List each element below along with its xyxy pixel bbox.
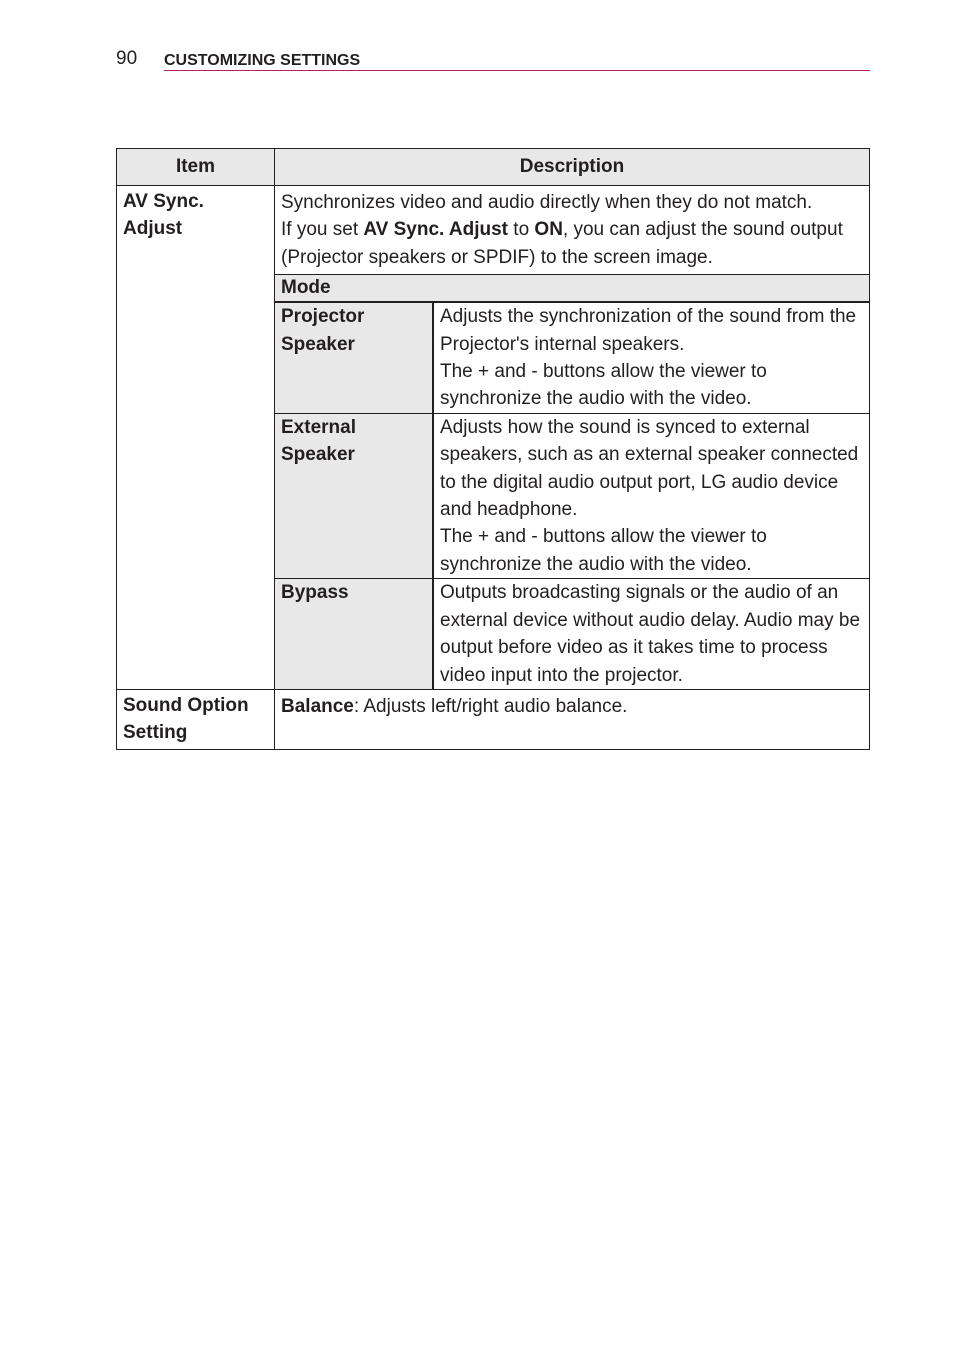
mode-name-line: Speaker xyxy=(281,333,355,355)
mode-description xyxy=(433,302,870,413)
bold-text: ON xyxy=(534,219,563,241)
mode-name-bypass xyxy=(275,579,434,690)
table-row xyxy=(117,186,870,275)
text: If you set xyxy=(281,219,364,241)
item-label-line: AV Sync. xyxy=(123,191,204,212)
mode-name-line: External xyxy=(281,416,356,438)
mode-description-text: Adjusts how the sound is synced to external speakers, such as an external speaker connected to the digital audio output port, LG audio device and headphone. xyxy=(440,416,859,521)
mode-name-line: Bypass xyxy=(281,582,349,604)
description-text: Synchronizes video and audio directly when they do not match. xyxy=(281,192,813,213)
mode-description xyxy=(433,413,870,578)
page-number: 90 xyxy=(116,48,138,69)
text: to xyxy=(508,219,535,241)
mode-name-line: Speaker xyxy=(281,444,355,466)
header-rule xyxy=(164,70,870,71)
item-cell-av-sync xyxy=(117,186,275,690)
table-header-row xyxy=(117,149,870,186)
text: , you can adjust the sound output (Projector speakers or SPDIF) to the screen image. xyxy=(281,219,843,268)
item-label-line: Adjust xyxy=(123,218,183,240)
item-label-line: Setting xyxy=(123,722,188,744)
description-cell xyxy=(275,689,870,749)
table-row xyxy=(117,689,870,749)
bold-text: AV Sync. Adjust xyxy=(363,219,509,241)
item-label-line: Sound Option xyxy=(123,694,249,716)
mode-name-projector-speaker xyxy=(275,302,434,413)
mode-name-external-speaker xyxy=(275,413,434,578)
mode-description-text: Adjusts the synchronization of the sound from the Projector's internal speakers. xyxy=(440,306,857,355)
mode-description xyxy=(433,579,870,690)
section-title: CUSTOMIZING SETTINGS xyxy=(164,52,361,69)
description-cell xyxy=(275,186,870,275)
mode-description-text: Outputs broadcasting signals or the audio of an external device without audio delay. Audio may be output before video as it takes time to process video input into the projector. xyxy=(440,582,861,686)
item-cell-sound-option xyxy=(117,689,275,749)
column-header-description: Description xyxy=(275,149,870,186)
mode-description-text: The + and - buttons allow the viewer to synchronize the audio with the video. xyxy=(440,526,767,575)
settings-table xyxy=(116,148,870,750)
mode-label: Mode xyxy=(275,275,870,303)
column-header-item: Item xyxy=(117,149,275,186)
bold-text: Balance xyxy=(281,695,354,717)
text: : Adjusts left/right audio balance. xyxy=(353,695,628,717)
description-text xyxy=(281,216,863,271)
mode-description-text: The + and - buttons allow the viewer to synchronize the audio with the video. xyxy=(440,361,767,410)
mode-name-line: Projector xyxy=(281,306,365,328)
